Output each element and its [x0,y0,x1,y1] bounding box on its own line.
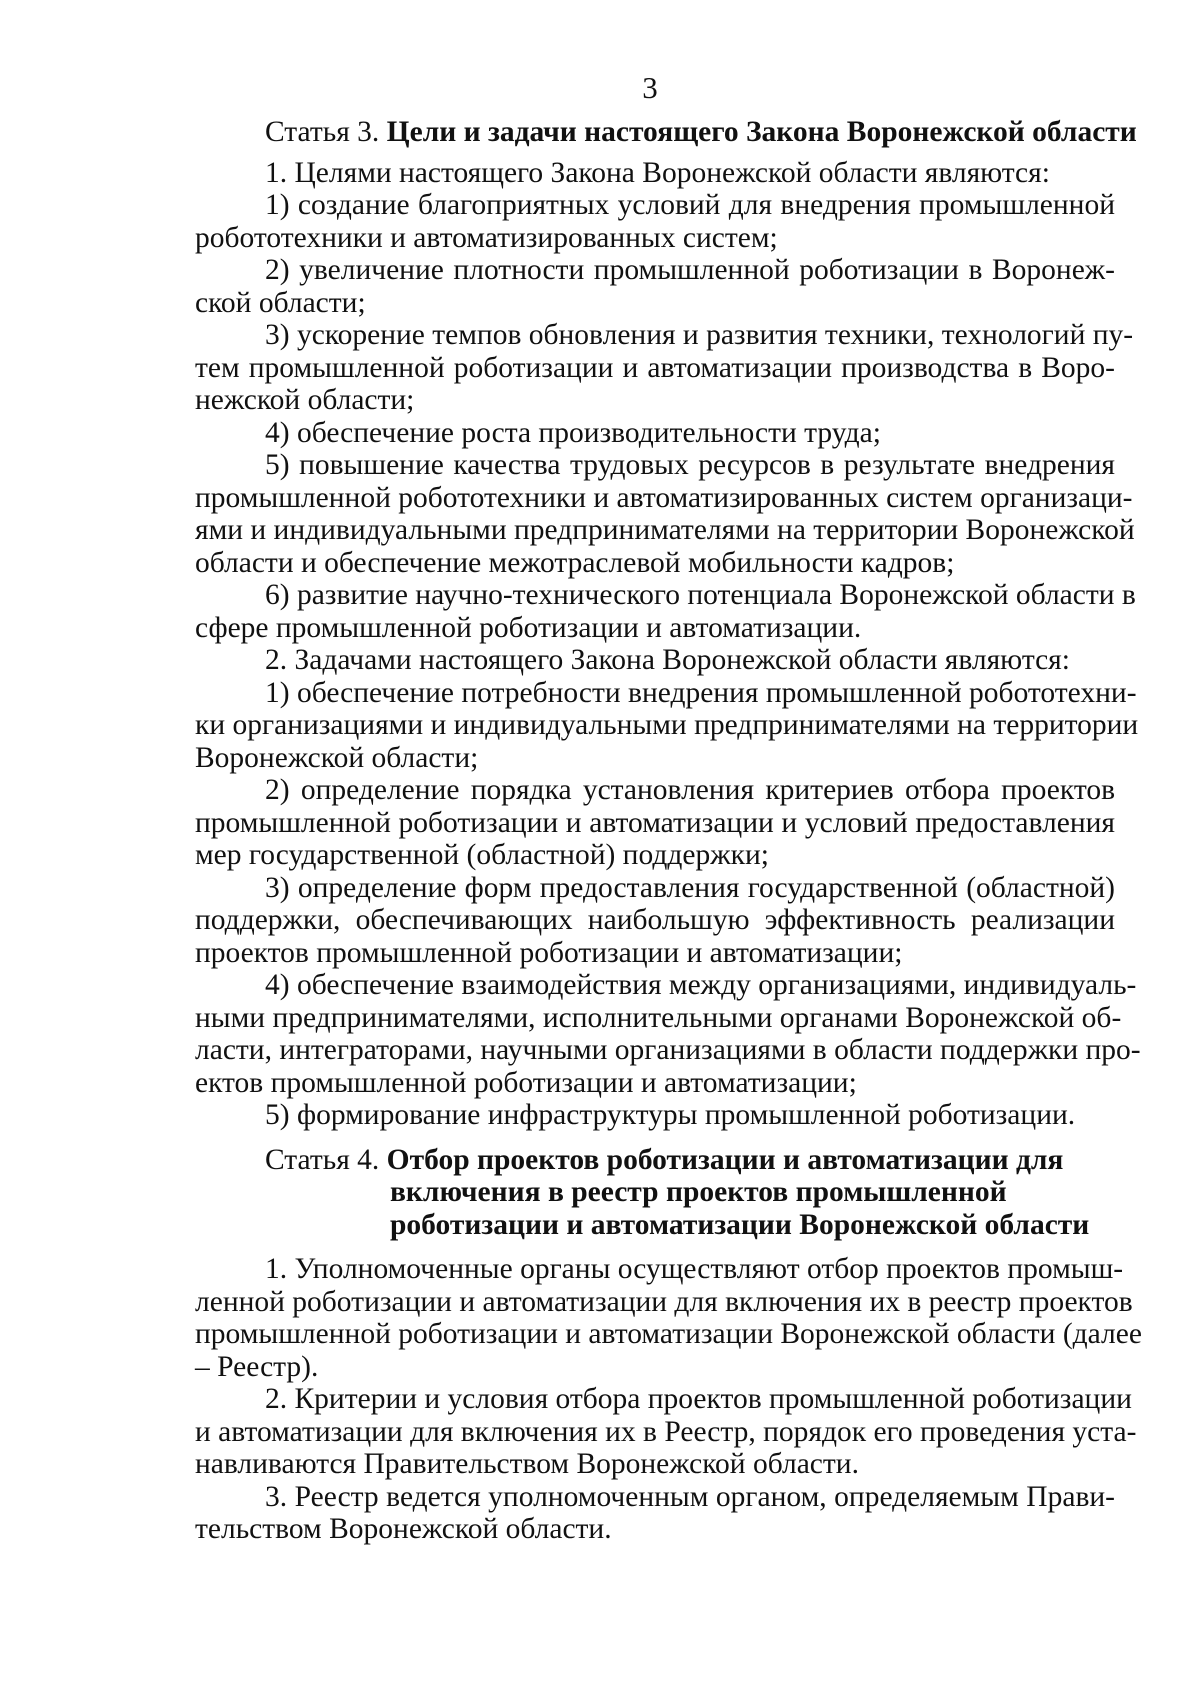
article-3-prefix: Статья 3. [265,116,380,148]
text-line: 5) повышение качества трудовых ресурсов в результате внедрения [265,449,1115,481]
text-line: ленной роботизации и автоматизации для включения их в реестр проектов [195,1285,1133,1318]
text-line: промышленной роботизации и автоматизации и условий предоставления [195,806,1115,839]
text-line: тем промышленной роботизации и автоматизации производства в Воро- [195,351,1115,384]
text-line: мер государственной (областной) поддержки; [195,839,769,871]
text-line: ки организациями и индивидуальными предпринимателями на территории [195,709,1139,741]
article-4-prefix: Статья 4. [265,1143,380,1176]
text-line: области и обеспечение межотраслевой мобильности кадров; [195,546,955,579]
text-line: ектов промышленной роботизации и автоматизации; [195,1066,857,1099]
text-line: ской области; [195,286,366,319]
text-line: поддержки, обеспечивающих наибольшую эффективность реализации [195,904,1115,936]
text-line: сфере промышленной роботизации и автоматизации. [195,611,862,644]
text-line: 4) обеспечение взаимодействия между организациями, индивидуаль- [265,969,1137,1001]
text-line: промышленной робототехники и автоматизированных систем организаци- [195,481,1133,514]
page-number: 3 [642,70,658,105]
text-line: нежской области; [195,384,415,416]
article-3-title: Цели и задачи настоящего Закона Воронежской области [386,116,1137,148]
text-line: 1. Целями настоящего Закона Воронежской области являются: [265,156,1050,189]
text-line: 2) увеличение плотности промышленной роботизации в Воронеж- [265,254,1115,286]
text-line: Воронежской области; [195,741,479,774]
text-line: проектов промышленной роботизации и автоматизации; [195,936,903,969]
text-line: 1. Уполномоченные органы осуществляют отбор проектов промыш- [265,1253,1124,1285]
article-4-title-line-2: включения в реестр проектов промышленной [390,1176,1007,1208]
text-line: 6) развитие научно-технического потенциала Воронежской области в [265,579,1136,611]
text-line: 3) ускорение темпов обновления и развития техники, технологий пу- [265,319,1134,351]
text-line: 3. Реестр ведется уполномоченным органом, определяемым Прави- [265,1480,1115,1513]
text-line: ными предпринимателями, исполнительными органами Воронежской об- [195,1001,1122,1034]
text-line: 3) определение форм предоставления государственной (областной) [265,871,1115,904]
article-4-title-line-3: роботизации и автоматизации Воронежской области [390,1208,1090,1241]
article-4-title-line-1: Отбор проектов роботизации и автоматизации для [386,1143,1064,1176]
text-line: 2. Задачами настоящего Закона Воронежской области являются: [265,644,1070,676]
text-line: 2) определение порядка установления критериев отбора проектов [265,774,1115,806]
article-3-text [195,156,1141,1132]
text-line: 1) обеспечение потребности внедрения промышленной робототехни- [265,676,1137,709]
article-4-text [195,1253,1142,1546]
text-line: тельством Воронежской области. [195,1513,612,1545]
text-line: навливаются Правительством Воронежской области. [195,1448,859,1480]
article-4-heading [195,1144,1115,1242]
article-3-heading [195,116,1137,149]
text-line: промышленной роботизации и автоматизации Воронежской области (далее [195,1318,1142,1350]
text-line: робототехники и автоматизированных систем; [195,221,778,254]
text-line: и автоматизации для включения их в Реестр, порядок его проведения уста- [195,1415,1137,1448]
text-line: – Реестр). [195,1350,319,1383]
text-line: ласти, интеграторами, научными организациями в области поддержки про- [195,1034,1141,1066]
document-body [195,116,1142,1546]
text-line: ями и индивидуальными предпринимателями на территории Воронежской [195,514,1135,546]
text-line: 5) формирование инфраструктуры промышленной роботизации. [265,1099,1076,1131]
text-line: 4) обеспечение роста производительности труда; [265,416,881,449]
text-line: 1) создание благоприятных условий для внедрения промышленной [265,189,1115,221]
text-line: 2. Критерии и условия отбора проектов промышленной роботизации [265,1383,1132,1415]
